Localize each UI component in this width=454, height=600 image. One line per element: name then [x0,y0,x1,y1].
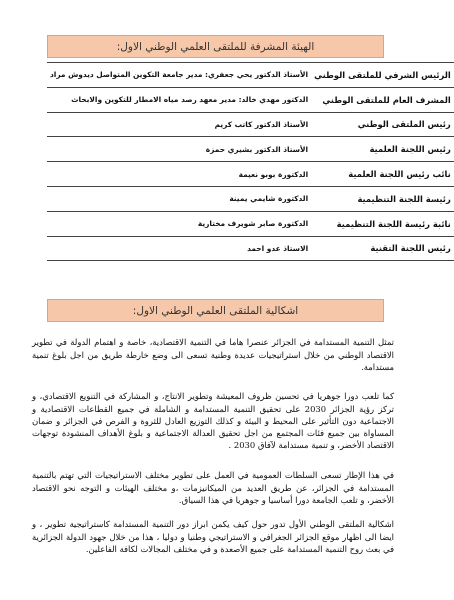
committee-person: الدكتورة صابر شويرف مختارية [47,211,311,236]
committee-person: الدكتورة بوبو نعيمة [47,162,311,187]
committee-person: الدكتور مهدي خالد: مدير معهد رصد مياه الامطار للتكوين والابحاث [47,87,311,112]
committee-row [47,137,454,162]
committee-person: الدكتورة شايمي يمينة [47,186,311,211]
committee-row [47,162,454,187]
committee-role: المشرف العام للملتقى الوطني [311,87,454,112]
problematic-section-title: اشكالية الملتقى العلمي الوطني الاول: [47,299,384,322]
committee-person: الاستاذ عدو احمد [47,236,311,261]
committee-role: رئيسة اللجنة التنظيمية [311,186,454,211]
committee-row [47,112,454,137]
committee-row [47,87,454,112]
problematic-paragraph-4: اشكالية الملتقى الوطني الأول تدور حول كيف يكمن ابراز دور التنمية المستدامة كاستراتيجية تطوير ، و ايضا الى اظهار موقع الجزائر الجغرافي و الاستراتيجي وطنيا و دوليا ، هذا من خلال جهود الدولة الجزائرية في بعث روح التنمية المستدامة على جميع الأصعدة و في مختلف المجالات لكافة الفاعلين. [32,519,394,554]
committee-row [47,211,454,236]
committee-role: رئيس الملتقى الوطني [311,112,454,137]
committee-role: رئيس اللجنة التقنية [311,236,454,261]
committee-role: رئيس اللجنة العلمية [311,137,454,162]
committee-row [47,236,454,261]
committee-person: الأستاذ الدكتور بشيري حمزة [47,137,311,162]
committee-table [47,62,454,261]
problematic-paragraph-1: تمثل التنمية المستدامة في الجزائر عنصرا هاما في التنمية الاقتصادية، خاصة و اهتمام الدولة في تطوير الاقتصاد الوطني من خلال استراتيجيات عديدة وطنية تسعى الى وضع خارطة طريق من اجل بلوغ تنمية مستدامة. [32,337,394,372]
committee-role: نائب رئيس اللجنة العلمية [311,162,454,187]
committee-row [47,63,454,88]
committee-section-title: الهيئة المشرفة للملتقى العلمي الوطني الاول: [47,35,384,58]
committee-role: الرئيس الشرفي للملتقى الوطني [311,63,454,88]
committee-row [47,186,454,211]
problematic-paragraph-3: في هذا الإطار تسعى السلطات العمومية في العمل على تطوير مختلف الاستراتيجيات التي تهتم بالتنمية المستدامة في الجزائر، عن طريق العديد من الميكانيزمات ،و مختلف الهيئات و التوجه نحو الاقتصاد الأخضر، و تلعب الجامعة دورا أساسيا و جوهريا في هذا السياق. [32,470,394,505]
committee-person: الأستاذ الدكتور كاتب كريم [47,112,311,137]
committee-person: الأستاذ الدكتور يحي جعفري: مدير جامعة التكوين المتواصل ديدوش مراد [47,63,311,88]
problematic-paragraph-2: كما تلعب دورا جوهريا في تحسين ظروف المعيشة وتطوير الانتاج، و المشاركة في التنويع الاقتصادي، و تركز رؤية الجزائر 2030 على تحقيق التنمية المستدامة و الشاملة في جميع القطاعات الاقتصادية و الاجتماعية دون التأثير على المحيط و البيئة و كذلك التوزيع العادل للثروة و الفرص في الجزائر و ضمان المساواة بين جميع فئات المجتمع من اجل تحقيق العدالة الاجتماعية و بلوغ الأهداف المنشودة توجهات الاقتصاد الأخضر، و تنمية مستدامة لآفاق 2030 . [32,391,394,451]
committee-role: نائبة رئيسة اللجنة التنظيمية [311,211,454,236]
